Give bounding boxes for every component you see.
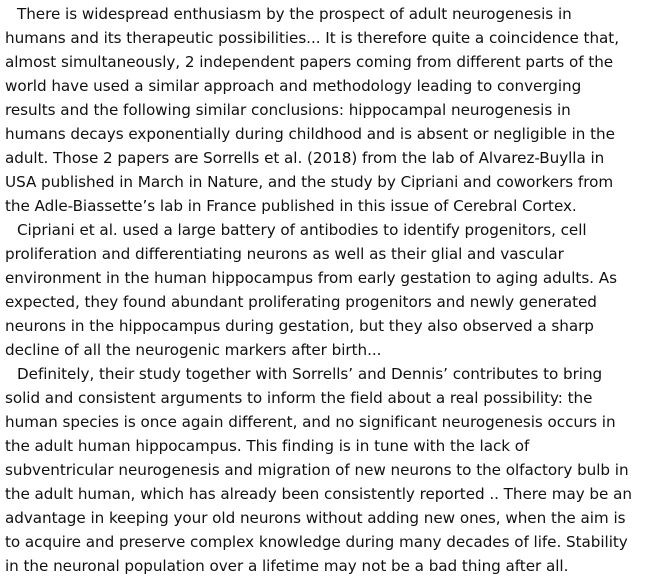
paragraph-1	[5, 2, 661, 218]
paragraph-2	[5, 218, 661, 362]
text-line: to acquire and preserve complex knowledge during many decades of life. Stability	[5, 533, 628, 551]
text-line: neurons in the hippocampus during gestation, but they also observed a sharp	[5, 317, 594, 335]
text-line: solid and consistent arguments to inform the field about a real possibility: the	[5, 389, 593, 407]
text-line: the adult human hippocampus. This finding is in tune with the lack of	[5, 437, 530, 455]
text-line: USA published in March in Nature, and the study by Cipriani and coworkers from	[5, 173, 614, 191]
text-line: humans decays exponentially during childhood and is absent or negligible in the	[5, 125, 615, 143]
text-line: Cipriani et al. used a large battery of antibodies to identify progenitors, cell	[17, 221, 587, 239]
text-line: the Adle-Biassette’s lab in France published in this issue of Cerebral Cortex.	[5, 197, 577, 215]
paragraph-3	[5, 362, 661, 578]
text-line: Definitely, their study together with Sorrells’ and Dennis’ contributes to bring	[17, 365, 603, 383]
text-line: adult. Those 2 papers are Sorrells et al. (2018) from the lab of Alvarez-Buylla in	[5, 149, 605, 167]
text-line: There is widespread enthusiasm by the prospect of adult neurogenesis in	[17, 5, 572, 23]
text-line: almost simultaneously, 2 independent papers coming from different parts of the	[5, 53, 614, 71]
text-line: expected, they found abundant proliferating progenitors and newly generated	[5, 293, 597, 311]
document-body	[5, 2, 661, 578]
text-line: the adult human, which has already been consistently reported .. There may be an	[5, 485, 632, 503]
text-line: proliferation and differentiating neurons as well as their glial and vascular	[5, 245, 564, 263]
text-line: decline of all the neurogenic markers after birth...	[5, 341, 382, 359]
text-line: world have used a similar approach and methodology leading to converging	[5, 77, 582, 95]
text-line: human species is once again different, and no significant neurogenesis occurs in	[5, 413, 616, 431]
text-line: results and the following similar conclusions: hippocampal neurogenesis in	[5, 101, 571, 119]
text-line: in the neuronal population over a lifetime may not be a bad thing after all.	[5, 557, 569, 575]
text-line: advantage in keeping your old neurons without adding new ones, when the aim is	[5, 509, 626, 527]
text-line: humans and its therapeutic possibilities... It is therefore quite a coincidence that,	[5, 29, 619, 47]
text-line: environment in the human hippocampus from early gestation to aging adults. As	[5, 269, 617, 287]
text-line: subventricular neurogenesis and migration of new neurons to the olfactory bulb in	[5, 461, 629, 479]
